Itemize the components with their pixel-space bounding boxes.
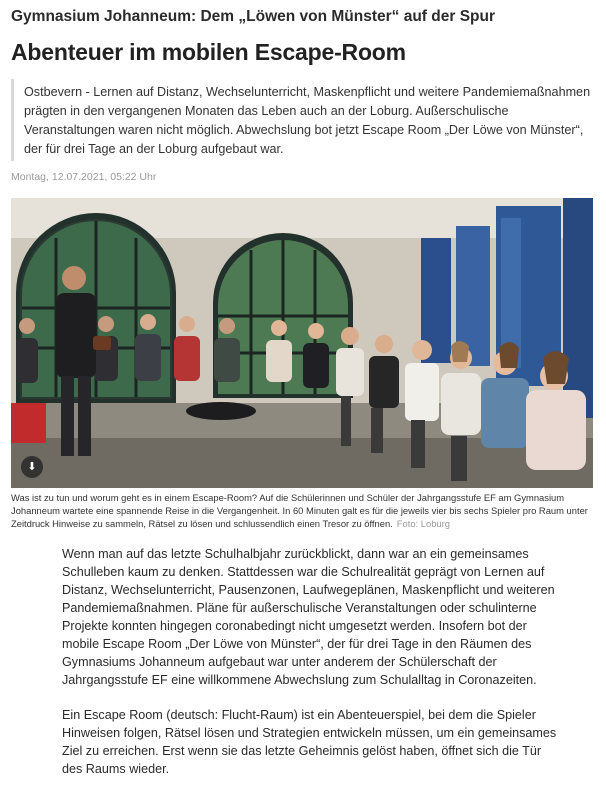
chevron-double-down-icon: ⬇ <box>27 461 37 473</box>
article-kicker: Gymnasium Johanneum: Dem „Löwen von Münster“ auf der Spur <box>11 8 496 25</box>
article-body <box>62 545 562 795</box>
body-paragraph: Wenn man auf das letzte Schulhalbjahr zurückblickt, dann war an ein gemeinsames Schulleben kaum zu denken. Stattdessen war die Schulrealität geprägt von Lernen auf Distanz, Wechselunterricht, Pausenzonen, Laufwegeplänen, Maskenpflicht und weiteren Pandemiemaßnahmen. Pläne für außerschulische Veranstaltungen oder schulinterne Projekte konnten hingegen coronabedingt nicht umgesetzt werden. Insofern bot der mobile Escape Room „Der Löwe von Münster“, der für drei Tage in den Räumen des Gymnasiums Johanneum aufgebaut war unter anderem der Schülerschaft der Jahrgangsstufe EF eine willkommene Abwechslung zum Schulalltag in Coronazeiten. <box>62 547 555 687</box>
article-lead: Ostbevern - Lernen auf Distanz, Wechselunterricht, Maskenpflicht und weitere Pandemiemaßnahmen prägten in den vergangenen Monaten das Leben auch an der Loburg. Außerschulische Veranstaltungen waren nicht möglich. Abwechslung bot jetzt Escape Room „Der Löwe von Münster“, der für drei Tage an der Loburg aufgebaut war. <box>11 79 593 161</box>
photo-credit: Foto: Loburg <box>396 518 450 529</box>
expand-image-button[interactable] <box>21 456 43 478</box>
photo-caption <box>11 491 595 530</box>
article-photo[interactable] <box>11 198 593 488</box>
photo-illustration <box>11 198 593 488</box>
caption-text: Was ist zu tun und worum geht es in einem Escape-Room? Auf die Schülerinnen und Schüler der Jahrgangsstufe EF am Gymnasium Johanneum wartete eine spannende Reise in die Vergangenheit. In 60 Minuten galt es für die jeweils vier bis sechs Spieler pro Raum unter Zeitdruck Hinweise zu sammeln, Rätsel zu lösen und schlussendlich einen Tresor zu öffnen. <box>11 492 588 529</box>
red-crate <box>11 403 46 443</box>
body-paragraph: Ein Escape Room (deutsch: Flucht-Raum) ist ein Abenteuerspiel, bei dem die Spieler Hinweisen folgen, Rätsel lösen und Strategien entwickeln müssen, um ein gemeinsames Ziel zu erreichen. Erst wenn sie das letzte Geheimnis gelöst haben, öffnet sich die Tür des Raums wieder. <box>62 708 557 776</box>
bag-on-floor <box>186 402 256 420</box>
publish-date: Montag, 12.07.2021, 05:22 Uhr <box>11 171 157 183</box>
article-headline: Abenteuer im mobilen Escape-Room <box>11 39 406 65</box>
